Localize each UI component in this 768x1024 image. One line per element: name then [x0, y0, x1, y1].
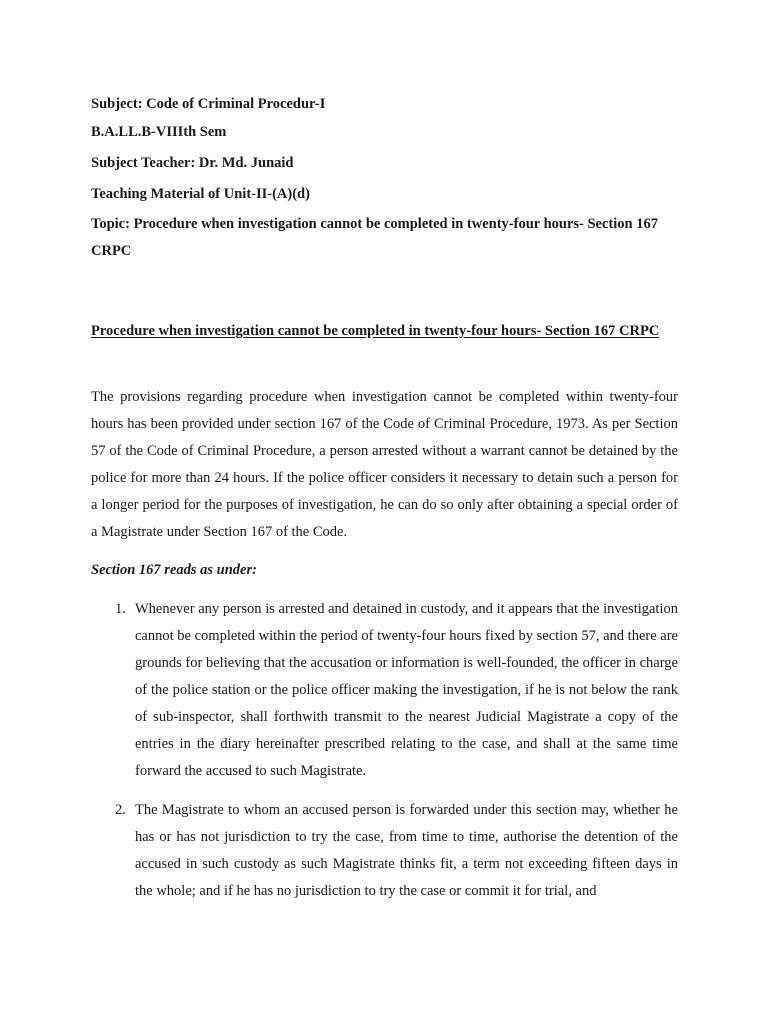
intro-paragraph: The provisions regarding procedure when investigation cannot be completed within twenty-four hours has been provided under section 167 of the Code of Criminal Procedure, 1973. As per Section 57 of the Code of Criminal Procedure, a person arrested without a warrant cannot be detained by the police for more than 24 hours. If the police officer considers it necessary to detain such a person for a longer period for the purposes of investigation, he can do so only after obtaining a special order of a Magistrate under Section 167 of the Code.: [91, 389, 678, 540]
list-item: [115, 596, 678, 785]
course-line: B.A.LL.B-VIIIth Sem: [91, 124, 227, 140]
list-item-number: 2.: [115, 802, 126, 818]
subject-line: Subject: Code of Criminal Procedur-I: [91, 96, 326, 112]
section-title: Procedure when investigation cannot be completed in twenty-four hours- Section 167 CRPC: [91, 323, 660, 339]
list-item-text: The Magistrate to whom an accused person is forwarded under this section may, whether he has or has not jurisdiction to try the case, from time to time, authorise the detention of the accused in such custody as such Magistrate thinks fit, a term not exceeding fifteen days in the whole; and if he has no jurisdiction to try the case or commit it for trial, and: [135, 802, 678, 899]
list-item-number: 1.: [115, 601, 126, 617]
list-item-text: Whenever any person is arrested and detained in custody, and it appears that the investigation cannot be completed within the period of twenty-four hours fixed by section 57, and there are grounds for believing that the accusation or information is well-founded, the officer in charge of the police station or the police officer making the investigation, if he is not below the rank of sub-inspector, shall forthwith transmit to the nearest Judicial Magistrate a copy of the entries in the diary hereinafter prescribed relating to the case, and shall at the same time forward the accused to such Magistrate.: [135, 601, 678, 779]
teacher-line: Subject Teacher: Dr. Md. Junaid: [91, 155, 294, 171]
topic-line: Topic: Procedure when investigation cannot be completed in twenty-four hours- Section 167 CRPC: [91, 216, 658, 259]
list-item: [115, 797, 678, 905]
material-line: Teaching Material of Unit-II-(A)(d): [91, 186, 310, 202]
section-subheading: Section 167 reads as under:: [91, 562, 257, 578]
